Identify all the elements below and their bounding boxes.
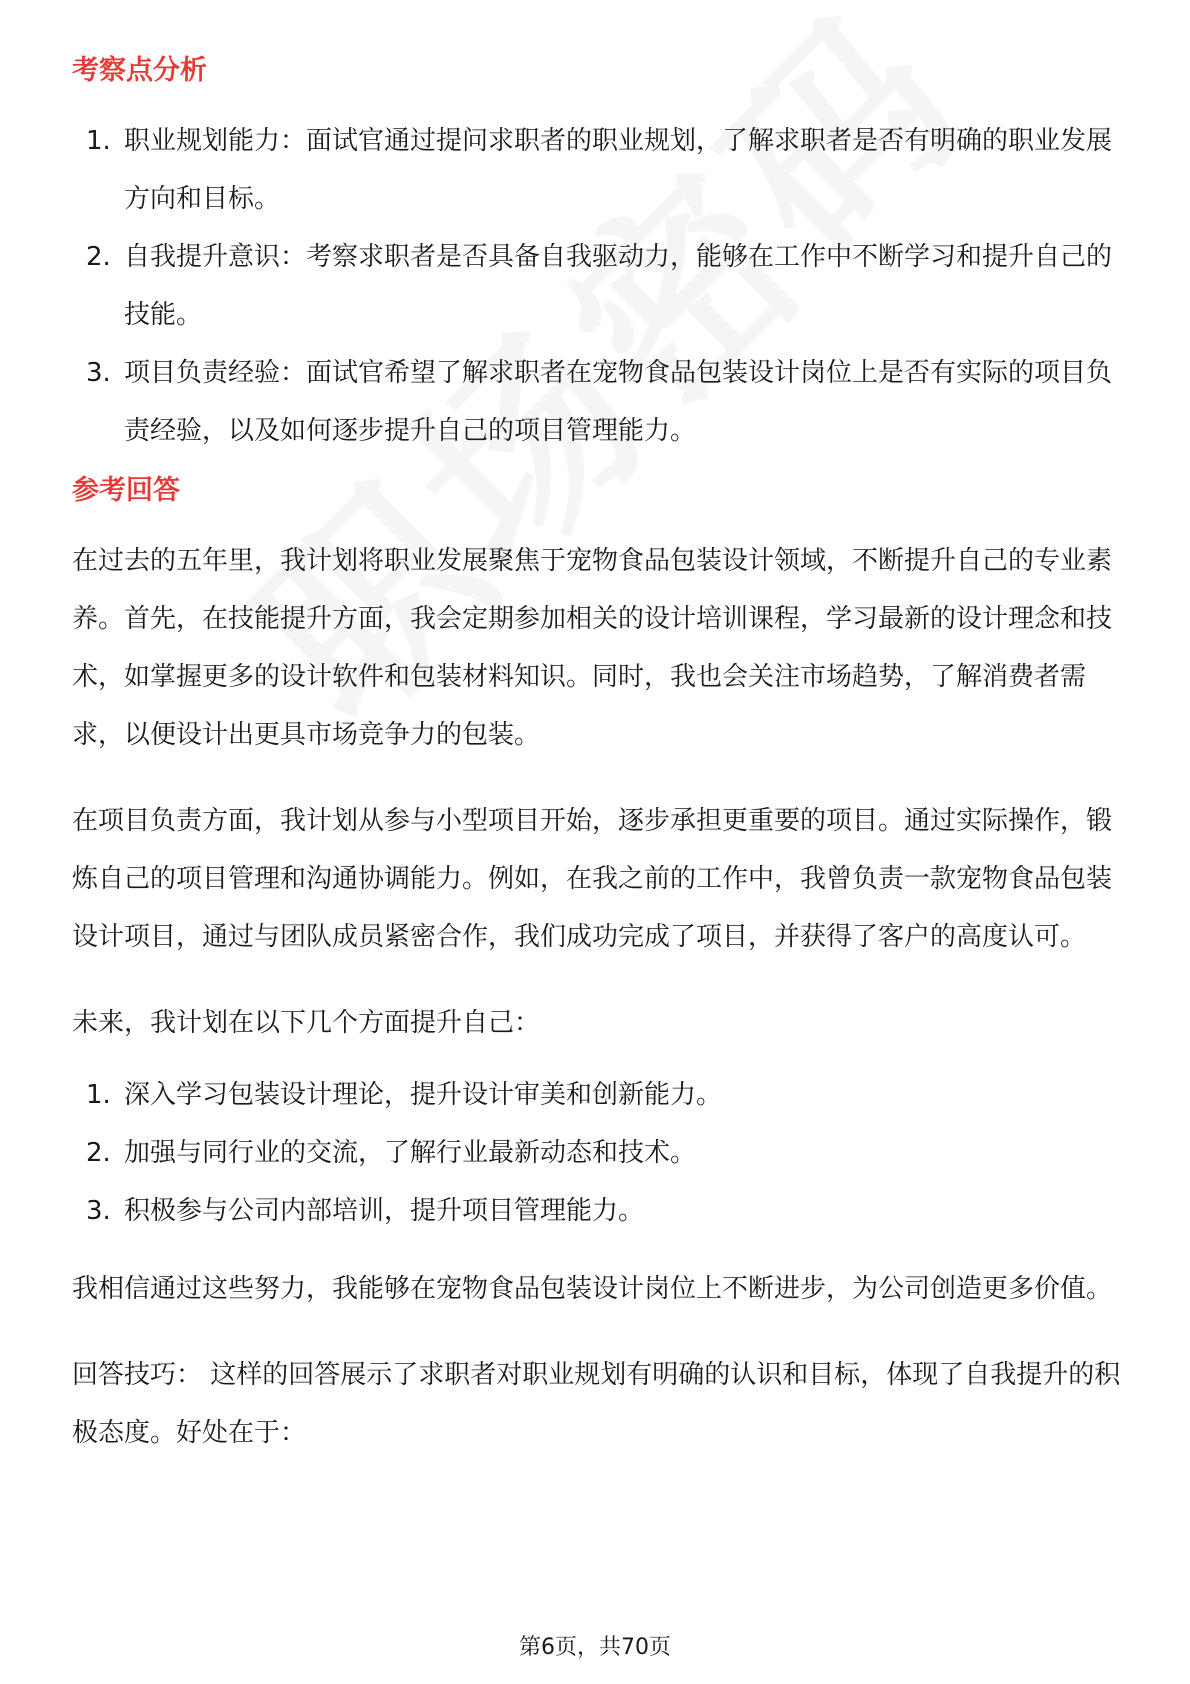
list-item [72, 228, 1122, 344]
list-text: 加强与同行业的交流，了解行业最新动态和技术。 [124, 1137, 697, 1168]
section-title-answer: 参考回答 [72, 474, 180, 506]
analysis-list [72, 112, 1122, 460]
list-item [72, 112, 1122, 228]
list-text: 职业规划能力：面试官通过提问求职者的职业规划，了解求职者是否有明确的职业发展方向和目标。 [124, 125, 1113, 214]
section-title-analysis: 考察点分析 [72, 55, 207, 86]
answer-paragraph: 在过去的五年里，我计划将职业发展聚焦于宠物食品包装设计领域，不断提升自己的专业素养。首先，在技能提升方面，我会定期参加相关的设计培训课程，学习最新的设计理念和技术，如掌握更多的设计软件和包装材料知识。同时，我也会关注市场趋势，了解消费者需求，以便设计出更具市场竞争力的包装。 [72, 545, 1113, 750]
document-page [72, 40, 1122, 1490]
list-text: 积极参与公司内部培训，提升项目管理能力。 [124, 1195, 645, 1226]
closing-paragraph: 我相信通过这些努力，我能够在宠物食品包装设计岗位上不断进步，为公司创造更多价值。 [72, 1273, 1113, 1304]
list-item [72, 1124, 1122, 1182]
page-number: 第6页，共70页 [519, 1635, 671, 1660]
tip-paragraph: 回答技巧： 这样的回答展示了求职者对职业规划有明确的认识和目标，体现了自我提升的积极态度。好处在于： [72, 1359, 1121, 1448]
list-number: 2. [86, 241, 111, 272]
list-number: 3. [86, 357, 111, 388]
list-number: 3. [86, 1195, 111, 1226]
list-number: 1. [86, 1079, 111, 1110]
list-text: 自我提升意识：考察求职者是否具备自我驱动力，能够在工作中不断学习和提升自己的技能。 [124, 241, 1113, 330]
list-number: 1. [86, 125, 111, 156]
plan-list [72, 1066, 1122, 1240]
list-item [72, 1066, 1122, 1124]
list-item [72, 1182, 1122, 1240]
answer-paragraph: 在项目负责方面，我计划从参与小型项目开始，逐步承担更重要的项目。通过实际操作，锻炼自己的项目管理和沟通协调能力。例如，在我之前的工作中，我曾负责一款宠物食品包装设计项目，通过与团队成员紧密合作，我们成功完成了项目，并获得了客户的高度认可。 [72, 805, 1113, 952]
list-text: 项目负责经验：面试官希望了解求职者在宠物食品包装设计岗位上是否有实际的项目负责经验，以及如何逐步提升自己的项目管理能力。 [124, 357, 1113, 446]
list-item [72, 344, 1122, 460]
list-text: 深入学习包装设计理论，提升设计审美和创新能力。 [124, 1079, 723, 1110]
answer-paragraph: 未来，我计划在以下几个方面提升自己： [72, 1007, 541, 1038]
list-number: 2. [86, 1137, 111, 1168]
